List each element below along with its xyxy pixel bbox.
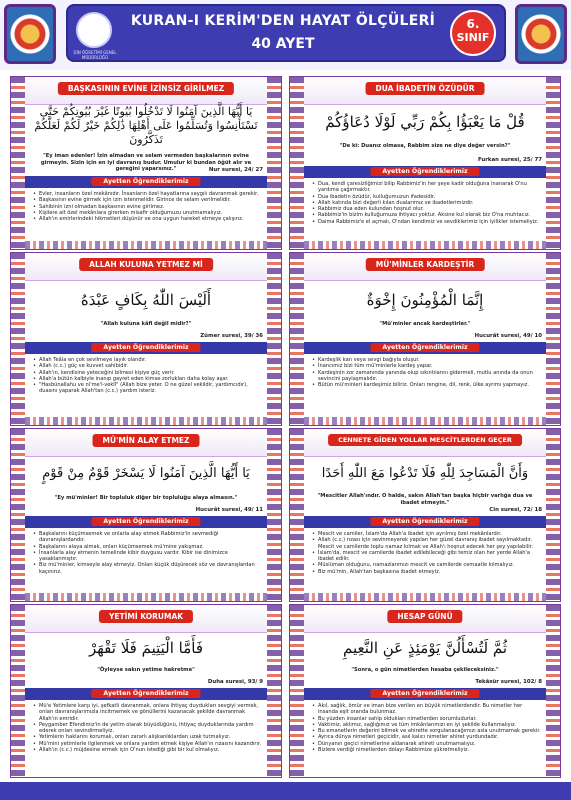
arabic-verse: إِنَّمَا الْمُؤْمِنُونَ إِخْوَةٌ	[366, 291, 484, 309]
side-ornament-icon	[267, 253, 281, 425]
verse-source: Hucurât suresi, 49/ 10	[474, 333, 542, 339]
list-item: • Sahibinin izni olmadan başkasının evine girilmez.	[33, 204, 263, 210]
side-ornament-icon	[11, 429, 25, 601]
list-item: • Allah katında bizi değerli kılan dualarımız ve ibadetlerimizdir.	[312, 200, 542, 206]
bottom-ornament-icon	[304, 417, 546, 425]
list-item: • Bütün mü'minleri kardeşimiz biliriz. Onları rengine, dil, renk, ülke ayrımı yapmayız.	[312, 382, 542, 388]
list-item: • Kardeşinin zor zamanında yanında olup sıkıntılarını gidermeli, mutlu anında da onun sevincini paylaşmalıdır.	[312, 370, 542, 383]
logo-caption: DİN ÖĞRETİMİ GENEL MÜDÜRLÜĞÜ	[73, 50, 117, 60]
card-title: BAŞKASININ EVİNE İZİNSİZ GİRİLMEZ	[58, 82, 234, 95]
grade-label: SINIF	[456, 31, 490, 44]
side-ornament-icon	[290, 253, 304, 425]
list-item: • Mü'e Yetimlere karşı iyi, şefkatli davranmak, onlara ihtiyaç duydukları sevgiyi vermek, onları davranışlarımızla incitmemek ve gönüllerini kazanacak şekilde davranmak Allah'ın emridir.	[33, 703, 263, 722]
verse-meaning: "Ey mü'minler! Bir topluluk diğer bir topluluğu alaya almasın."	[54, 495, 238, 501]
side-ornament-icon	[546, 253, 560, 425]
verse-card	[289, 252, 561, 426]
verse-card	[289, 76, 561, 250]
card-title: CENNETE GİDEN YOLLAR MESCİTLERDEN GEÇER	[328, 434, 522, 446]
side-ornament-icon	[546, 77, 560, 249]
arabic-verse: قُلْ مَا يَعْبَؤُا بِكُمْ رَبِّي لَوْلَا دُعَاؤُكُمْ	[325, 113, 525, 131]
side-ornament-icon	[546, 429, 560, 601]
bottom-ornament-icon	[25, 417, 267, 425]
page-subtitle: 40 AYET	[251, 36, 315, 52]
list-item: • Başkalarını alaya almak, onları küçümsemek mü'mine yakışmaz.	[33, 544, 263, 550]
lessons-list	[312, 357, 542, 388]
verse-source: Hucurât suresi, 49/ 11	[195, 507, 263, 513]
lessons-list	[312, 181, 542, 225]
bottom-ornament-icon	[25, 241, 267, 249]
side-ornament-icon	[290, 77, 304, 249]
lessons-heading: Ayetten Öğrendiklerimiz	[91, 517, 200, 526]
arabic-verse: أَلَيْسَ اللّٰهُ بِكَافٍ عَبْدَهُ	[80, 291, 212, 309]
lessons-section-bar	[25, 342, 267, 354]
lessons-section-bar	[25, 688, 267, 700]
list-item: • İnsanlarla alay etmenin temelinde kibir duygusu vardır. Kibir ise dinimizce yasaklanmıştır.	[33, 550, 263, 563]
lessons-section-bar	[25, 516, 267, 528]
list-item: • Rabbimiz'in bizim kulluğumuza ihtiyacı yoktur. Aksine kul olarak biz O'na muhtacız.	[312, 212, 542, 218]
title-banner	[66, 4, 506, 62]
bottom-ornament-icon	[25, 593, 267, 601]
verse-meaning: "Ey iman edenler! İzin almadan ve selam vermeden başkalarının evine girmeyin. Sizin için en iyi davranış budur. Umulur ki bundan öğüt alır ve gereğini yaparsınız."	[40, 153, 252, 172]
list-item: • Dua, kendi çaresizliğimizi bilip Rabbimiz'in her şeye kadir olduğuna inanarak O'nu yardıma çağırmaktır.	[312, 181, 542, 194]
list-item: • Daima Rabbimiz'e el açmalı, O'ndan kendimiz ve sevdiklerimiz için iyilikler istemeliyiz.	[312, 219, 542, 225]
card-title: HESAP GÜNÜ	[387, 610, 462, 623]
verse-source: Nur suresi, 24/ 27	[208, 167, 263, 173]
lessons-section-bar	[25, 176, 267, 188]
arabic-verse: فَأَمَّا الْيَتِيمَ فَلَا تَقْهَرْ	[88, 639, 204, 657]
verse-meaning: "Allah kuluna kâfi değil midir?"	[100, 321, 192, 327]
card-title: DUA İBADETİN ÖZÜDÜR	[366, 82, 485, 95]
list-item: • İslam'da, mescit ve camilerde ibadet edilebileceği gibi temiz olan her yerde Allah'a ibadet edilir.	[312, 550, 542, 563]
side-ornament-icon	[546, 605, 560, 777]
verse-source: Zümer suresi, 39/ 36	[200, 333, 263, 339]
verse-meaning: "De ki: Duanız olmasa, Rabbim size ne diye değer versin?"	[339, 143, 511, 149]
verse-source: Furkan suresi, 25/ 77	[477, 157, 542, 163]
list-item: • Peygamber Efendimiz'in de yetim olarak büyüdüğünü, ihtiyaç duyduklarında yardım ederek onları sevindirmeliyiz.	[33, 722, 263, 735]
footer-bar	[0, 782, 571, 800]
list-item: • Allah'a bütün kalbiyle inanıp gayret eden kimse zorlukları daha kolay aşar.	[33, 376, 263, 382]
list-item: • "Hasbünallahu ve ni'me'l-vekîl" (Allah bize yeter. O ne güzel vekildir, yardımcıdır), duasını yaparak Allah'tan (c.c.) yardım isteriz.	[33, 382, 263, 395]
list-item: • Başkasının evine girmek için izin istenmelidir. Girince de selam verilmelidir.	[33, 197, 263, 203]
list-item: • Rabbimiz dua eden kulundan hoşnut olur.	[312, 206, 542, 212]
card-title: YETİMİ KORUMAK	[99, 610, 193, 623]
list-item: • Allah'ın, kendisine yeteceğini bilmesi kişiye güç verir.	[33, 370, 263, 376]
list-item: • Bu emanetlerin değerini bilmek ve ahirette sorgulanacağımızı asla unutmamak gerekir.	[312, 728, 542, 734]
list-item: • Ayrıca dünya nimetleri geçicidir, asıl kalıcı nimetler ahiret yurdundadır.	[312, 734, 542, 740]
list-item: • Allah'ın (c.c.) müjdesine ermek için O'nun istediği gibi bir kul olmalıyız.	[33, 747, 263, 753]
lessons-list	[33, 357, 263, 395]
list-item: • Akıl, sağlık, ömür ve iman bize verilen en büyük nimetlerdendir. Bu nimetler her insanda eşit oranda bulunmaz.	[312, 703, 542, 716]
lessons-list	[312, 703, 542, 753]
lessons-section-bar	[304, 688, 546, 700]
lessons-heading: Ayetten Öğrendiklerimiz	[91, 343, 200, 352]
verse-card	[289, 428, 561, 602]
arabic-verse: وَأَنَّ الْمَسَاجِدَ لِلّٰهِ فَلَا تَدْعُوا مَعَ اللّٰهِ أَحَدًا	[321, 466, 529, 481]
list-item: • Biz mü'min, Allah'tan başkasına ibadet etmeyiz.	[312, 569, 542, 575]
side-ornament-icon	[11, 253, 25, 425]
card-title: MÜ'MİNLER KARDEŞTİR	[366, 258, 485, 271]
ornament-left-icon	[4, 4, 56, 64]
lessons-list	[33, 191, 263, 222]
list-item: • Kardeşlik kan veya sevgi bağıyla oluşur.	[312, 357, 542, 363]
side-ornament-icon	[11, 605, 25, 777]
card-title: ALLAH KULUNA YETMEZ Mİ	[79, 258, 213, 271]
list-item: • Yetimlerin haklarını korumalı, onları zararlı alışkanlıklardan uzak tutmalıyız.	[33, 734, 263, 740]
verse-source: Duha suresi, 93/ 9	[207, 679, 263, 685]
side-ornament-icon	[267, 605, 281, 777]
verse-meaning: "Mü'minler ancak kardeştirler."	[379, 321, 471, 327]
bottom-ornament-icon	[304, 593, 546, 601]
list-item: • İnancımız bizi tüm mü'minlerle kardeş yapar.	[312, 363, 542, 369]
lessons-heading: Ayetten Öğrendiklerimiz	[370, 689, 479, 698]
list-item: • Allah (c.c.) güç ve kuvvet sahibidir.	[33, 363, 263, 369]
side-ornament-icon	[290, 429, 304, 601]
list-item: • Dünyanın geçici nimetlerine aldanarak ahireti unutmamalıyız.	[312, 741, 542, 747]
verse-card	[289, 604, 561, 778]
list-item: • Vaktimiz, aklımız, sağlığımız ve tüm imkânlarımızı en iyi şekilde kullanmalıyız.	[312, 722, 542, 728]
lessons-heading: Ayetten Öğrendiklerimiz	[370, 517, 479, 526]
verse-source: Cin suresi, 72/ 18	[489, 507, 542, 513]
side-ornament-icon	[267, 77, 281, 249]
arabic-verse: يَا أَيُّهَا الَّذِينَ آمَنُوا لَا يَسْخَرْ قَوْمٌ مِنْ قَوْمٍ	[42, 466, 250, 481]
page-title: KURAN-I KERİM'DEN HAYAT ÖLÇÜLERİ	[130, 13, 436, 29]
list-item: • Evler, insanların özel mekânıdır. İnsanların özel hayatlarına saygılı davranmak gerekir.	[33, 191, 263, 197]
poster-header	[0, 0, 571, 70]
lessons-heading: Ayetten Öğrendiklerimiz	[370, 343, 479, 352]
grade-badge	[450, 10, 496, 56]
ornament-right-icon	[515, 4, 567, 64]
list-item: • Mescit ve camiler, İslam'da Allah'a ibadet için ayrılmış özel mekânlardır.	[312, 531, 542, 537]
verse-meaning: "Sonra, o gün nimetlerden hesaba çekileceksiniz."	[351, 667, 499, 673]
verse-source: Tekâsür suresi, 102/ 8	[475, 679, 542, 685]
side-ornament-icon	[267, 429, 281, 601]
verse-meaning: "Öyleyse sakın yetime hakretme"	[97, 667, 195, 673]
list-item: • Allah (c.c.) rızası için sevinmeyerek yapılan her güzel davranış ibadet sayılmaktadır. Mescit ve camilerde toplu namaz kılmak ve Allah'ı hoşnut edecek her şey yapılabilir.	[312, 537, 542, 550]
lessons-list	[312, 531, 542, 575]
lessons-list	[33, 703, 263, 753]
side-ornament-icon	[11, 77, 25, 249]
list-item: • Dua ibadetin özüdür, kulluğumuzun ifadesidir.	[312, 194, 542, 200]
list-item: • Bu yüzden insanlar sahip oldukları nimetlerden sorumludurlar.	[312, 716, 542, 722]
lessons-list	[33, 531, 263, 575]
grade-number: 6.	[466, 17, 480, 31]
lessons-heading: Ayetten Öğrendiklerimiz	[91, 177, 200, 186]
verse-card	[10, 428, 282, 602]
verse-card	[10, 76, 282, 250]
lessons-section-bar	[304, 516, 546, 528]
list-item: • Mü'mini yetimlerle ilgilenmek ve onlara yardım etmek kişiye Allah'ın rızasını kazandırır.	[33, 741, 263, 747]
ministry-logo-icon	[76, 12, 112, 48]
lessons-section-bar	[304, 342, 546, 354]
card-title: MÜ'MİN ALAY ETMEZ	[93, 434, 200, 447]
list-item: • Allah Teâla en çok sevilmeye layık olandır.	[33, 357, 263, 363]
verse-card	[10, 252, 282, 426]
arabic-verse: ثُمَّ لَتُسْأَلُنَّ يَوْمَئِذٍ عَنِ النَّعِيمِ	[342, 639, 507, 657]
arabic-verse: يَا أَيُّهَا الَّذِينَ آمَنُوا لَا تَدْخُلُوا بُيُوتًا غَيْرَ بُيُوتِكُمْ حَتَّى تَسْتَأْنِسُوا وَتُسَلِّمُوا عَلَى أَهْلِهَا ذَٰلِكُمْ خَيْرٌ لَكُمْ لَعَلَّكُمْ تَذَكَّرُونَ	[34, 105, 258, 146]
list-item: • Bizlere verdiği nimetlerden dolayı Rabbimize şükretmeliyiz.	[312, 747, 542, 753]
list-item: • Allah'ın emirlerindeki hikmetleri düşünür ve ona uygun hareket etmeye çalışırız.	[33, 216, 263, 222]
list-item: • Başkalarını küçümsemek ve onlarla alay etmek Rabbimiz'in sevmediği davranışlardandır.	[33, 531, 263, 544]
lessons-heading: Ayetten Öğrendiklerimiz	[91, 689, 200, 698]
lessons-heading: Ayetten Öğrendiklerimiz	[370, 167, 479, 176]
side-ornament-icon	[290, 605, 304, 777]
bottom-ornament-icon	[304, 241, 546, 249]
list-item: • Müslüman olduğunu, namazlarımızı mescit ve camilerde cemaatle kılmalıyız.	[312, 562, 542, 568]
verse-meaning: "Mescitler Allah'ındır. O halde, sakın Allah'tan başka hiçbir varlığa dua ve ibadet etmeyin."	[317, 493, 533, 506]
list-item: • Biz mü'minler, kimseyle alay etmeyiz. Onları küçük düşürecek söz ve davranışlardan kaçınırız.	[33, 562, 263, 575]
verse-card	[10, 604, 282, 778]
list-item: • Kişilere ait özel mekânlara girerken misafir olduğumuzu unutmamalıyız.	[33, 210, 263, 216]
lessons-section-bar	[304, 166, 546, 178]
